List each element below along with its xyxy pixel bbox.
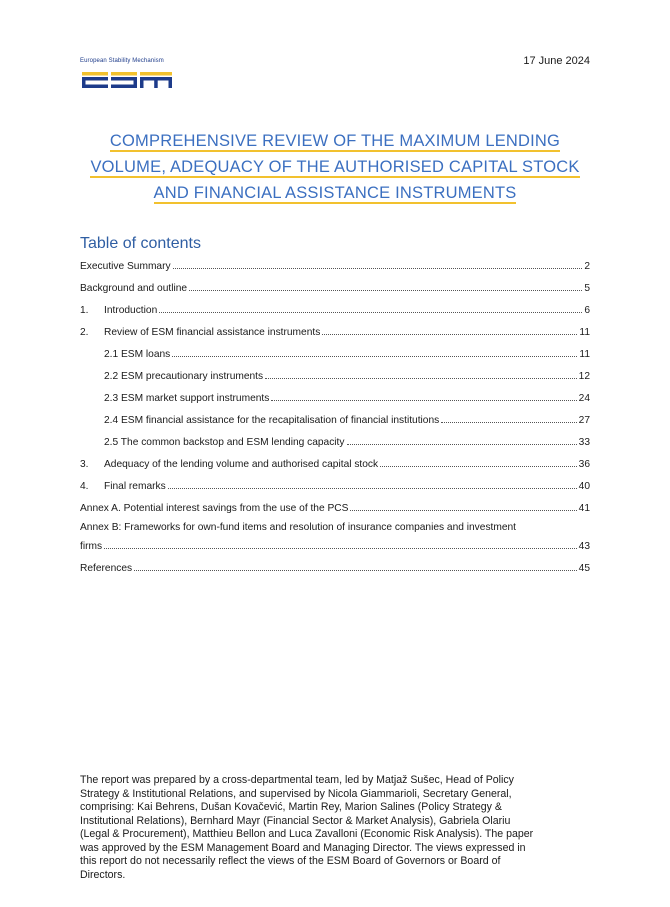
toc-entry-references[interactable]	[80, 560, 590, 574]
toc-entry-label: Background and outline	[80, 283, 188, 294]
report-date: 17 June 2024	[523, 55, 590, 67]
toc-entry-label: Final remarks	[104, 481, 166, 492]
authors-note	[80, 774, 580, 882]
toc-entry-executive-summary[interactable]	[80, 258, 590, 272]
toc-entry-label: 2.3 ESM market support instruments	[104, 393, 270, 404]
toc-entry-number: 2.	[80, 327, 89, 338]
authors-note-line: Strategy & Institutional Relations, and supervised by Nicola Giammarioli, Secretary General,	[80, 787, 512, 800]
toc-entry-background[interactable]	[80, 280, 590, 294]
toc-entry-label: Adequacy of the lending volume and authorised capital stock	[104, 459, 379, 470]
toc-entry-number: 4.	[80, 481, 89, 492]
toc-entry-label: Executive Summary	[80, 261, 171, 272]
toc-entry-annex-b[interactable]	[80, 538, 590, 552]
toc-entry-precautionary[interactable]	[104, 368, 590, 382]
logo-tagline: European Stability Mechanism	[80, 58, 164, 64]
toc-entry-page: 45	[578, 563, 590, 574]
toc-entry-common-backstop[interactable]	[104, 434, 590, 448]
toc-entry-recapitalisation[interactable]	[104, 412, 590, 426]
authors-note-line: was approved by the ESM Management Board and Managing Director. The views expressed in	[80, 841, 526, 854]
toc-entry-page: 36	[578, 459, 590, 470]
toc-entry-number: 3.	[80, 459, 89, 470]
toc-entry-label: Introduction	[104, 305, 158, 316]
title-line-3: AND FINANCIAL ASSISTANCE INSTRUMENTS	[153, 184, 517, 202]
esm-logo	[80, 58, 178, 94]
toc-entry-label: 2.5 The common backstop and ESM lending capacity	[104, 437, 345, 448]
title-line-2: VOLUME, ADEQUACY OF THE AUTHORISED CAPITAL STOCK	[90, 158, 580, 176]
authors-note-line: The report was prepared by a cross-departmental team, led by Matjaž Sušec, Head of Policy	[80, 774, 514, 786]
toc-entry-introduction[interactable]	[80, 302, 590, 316]
toc-entry-page: 40	[578, 481, 590, 492]
toc-entry-review-instruments[interactable]	[80, 324, 590, 338]
toc-entry-page: 33	[578, 437, 590, 448]
esm-wordmark-icon	[80, 64, 174, 92]
toc-entry-annex-a[interactable]	[80, 500, 590, 514]
toc-entry-esm-loans[interactable]	[104, 346, 590, 360]
toc-entry-label: firms	[80, 541, 103, 552]
toc-entry-page: 2	[584, 261, 590, 272]
authors-note-line: (Legal & Procurement), Matthieu Bellon and Luca Zavalloni (Economic Risk Analysis). The paper	[80, 828, 534, 840]
toc-entry-label: Annex A. Potential interest savings from the use of the PCS	[80, 503, 349, 514]
authors-note-line: Institutional Relations), Bernhard Mayr (Financial Sector & Market Analysis), Gabriela Olariu	[80, 814, 511, 827]
authors-note-line: this report do not necessarily reflect the views of the ESM Board of Governors or Board of	[80, 855, 501, 867]
toc-entry-page: 24	[578, 393, 590, 404]
toc-entry-label: 2.2 ESM precautionary instruments	[104, 371, 264, 382]
title-line-1: COMPREHENSIVE REVIEW OF THE MAXIMUM LENDING	[109, 132, 561, 150]
toc-entry-page: 12	[578, 371, 590, 382]
toc-entry-market-support[interactable]	[104, 390, 590, 404]
authors-note-line: comprising: Kai Behrens, Dušan Kovačević, Martin Rey, Marion Salines (Policy Strategy &	[80, 801, 502, 813]
toc-entry-label: 2.1 ESM loans	[104, 349, 171, 360]
authors-note-line: Directors.	[80, 868, 126, 881]
toc-entry-final-remarks[interactable]	[80, 478, 590, 492]
toc-entry-number: 1.	[80, 305, 89, 316]
report-title	[80, 128, 590, 206]
toc-entry-page: 11	[579, 349, 590, 360]
toc-entry-page: 41	[578, 503, 590, 514]
toc-heading: Table of contents	[80, 235, 201, 252]
toc-entry-annex-b-line1[interactable]: Annex B: Frameworks for own-fund items and resolution of insurance companies and investment	[80, 522, 517, 533]
toc-entry-page: 43	[578, 541, 590, 552]
toc-entry-page: 27	[578, 415, 590, 426]
toc-entry-page: 5	[584, 283, 590, 294]
toc-entry-page: 6	[584, 305, 590, 316]
toc-entry-label: Review of ESM financial assistance instruments	[104, 327, 321, 338]
toc-entry-adequacy[interactable]	[80, 456, 590, 470]
toc-entry-label: 2.4 ESM financial assistance for the recapitalisation of financial institutions	[104, 415, 440, 426]
toc-entry-label: References	[80, 563, 133, 574]
toc-entry-page: 11	[579, 327, 590, 338]
